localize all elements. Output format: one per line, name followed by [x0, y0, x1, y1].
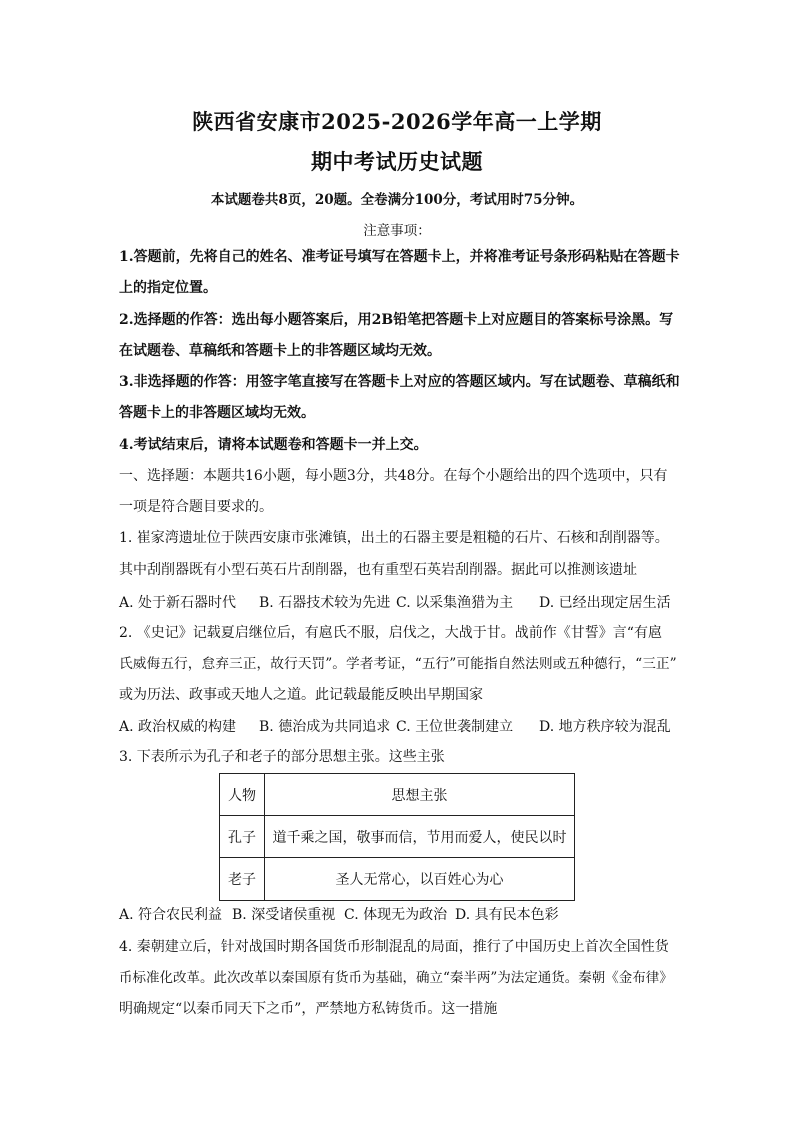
table-header-thought: 思想主张 [265, 774, 575, 816]
table-cell-thought: 道千乘之国，敬事而信，节用而爱人，使民以时 [265, 816, 575, 858]
section-heading-line1: 一、选择题：本题共16小题，每小题3分，共48分。在每个小题给出的四个选项中，只有 [119, 468, 668, 484]
exam-title-line1: 陕西省安康市2025-2026学年高一上学期 [192, 109, 602, 134]
notice-line-6: 答题卡上的非答题区域均无效。 [119, 405, 315, 421]
table-cell-thought: 圣人无常心，以百姓心为心 [265, 858, 575, 901]
q3-option-a: A. 符合农民利益 [119, 907, 223, 923]
q2-option-d: D. 地方秩序较为混乱 [539, 719, 671, 735]
table-cell-person: 老子 [220, 858, 265, 901]
q3-option-b: B. 深受诸侯重视 [232, 907, 336, 923]
table-cell-person: 孔子 [220, 816, 265, 858]
q1-option-d: D. 已经出现定居生活 [539, 595, 671, 611]
q2-option-a: A. 政治权威的构建 [119, 719, 237, 735]
q2-option-b: B. 德治成为共同追求 [259, 719, 391, 735]
q1-option-b: B. 石器技术较为先进 [259, 595, 391, 611]
notice-line-3: 2.选择题的作答：选出每小题答案后，用2B铅笔把答题卡上对应题目的答案标号涂黑。写 [119, 312, 674, 328]
q1-stem-line1: 1. 崔家湾遗址位于陕西安康市张滩镇，出土的石器主要是粗糙的石片、石核和刮削器等。 [119, 530, 669, 546]
q3-stem-line1: 3. 下表所示为孔子和老子的部分思想主张。这些主张 [119, 749, 445, 765]
table-header-person: 人物 [220, 774, 265, 816]
q1-option-a: A. 处于新石器时代 [119, 595, 237, 611]
q2-stem-line2: 氏威侮五行，怠弃三正，故行天罚”。学者考证，“五行”可能指自然法则或五种德行，“三正” [119, 656, 677, 672]
q2-option-c: C. 王位世袭制建立 [396, 719, 514, 735]
section-heading-line2: 一项是符合题目要求的。 [119, 499, 273, 515]
notice-title: 注意事项： [363, 223, 431, 239]
notice-line-7: 4.考试结束后，请将本试题卷和答题卡一并上交。 [119, 437, 428, 453]
q3-table [219, 773, 575, 901]
q2-stem-line1: 2. 《史记》记载夏启继位后，有扈氏不服，启伐之，大战于甘。战前作《甘誓》言“有扈 [119, 625, 662, 641]
q3-option-c: C. 体现无为政治 [344, 907, 448, 923]
notice-line-5: 3.非选择题的作答：用签字笔直接写在答题卡上对应的答题区域内。写在试题卷、草稿纸和 [119, 374, 680, 390]
notice-line-4: 在试题卷、草稿纸和答题卡上的非答题区域均无效。 [119, 343, 441, 359]
q4-stem-line3: 明确规定“以秦币同天下之币”，严禁地方私铸货币。这一措施 [119, 1001, 498, 1017]
q2-stem-line3: 或为历法、政事或天地人之道。此记载最能反映出早期国家 [119, 687, 483, 703]
exam-title-line2: 期中考试历史试题 [311, 149, 483, 174]
q1-stem-line2: 其中刮削器既有小型石英石片刮削器，也有重型石英岩刮削器。据此可以推测该遗址 [119, 562, 637, 578]
notice-line-2: 上的指定位置。 [119, 280, 217, 296]
notice-line-1: 1.答题前，先将自己的姓名、准考证号填写在答题卡上，并将准考证号条形码粘贴在答题卡 [119, 249, 680, 265]
table-header-row [220, 774, 575, 816]
table-row [220, 858, 575, 901]
q3-option-d: D. 具有民本色彩 [455, 907, 559, 923]
q4-stem-line1: 4. 秦朝建立后，针对战国时期各国货币形制混乱的局面，推行了中国历史上首次全国性货 [119, 939, 669, 955]
exam-info: 本试题卷共8页，20题。全卷满分100分，考试用时75分钟。 [210, 192, 584, 208]
q1-option-c: C. 以采集渔猎为主 [396, 595, 514, 611]
q4-stem-line2: 币标准化改革。此次改革以秦国原有货币为基础，确立“秦半两”为法定通货。秦朝《金布律》 [119, 970, 673, 986]
table-row [220, 816, 575, 858]
